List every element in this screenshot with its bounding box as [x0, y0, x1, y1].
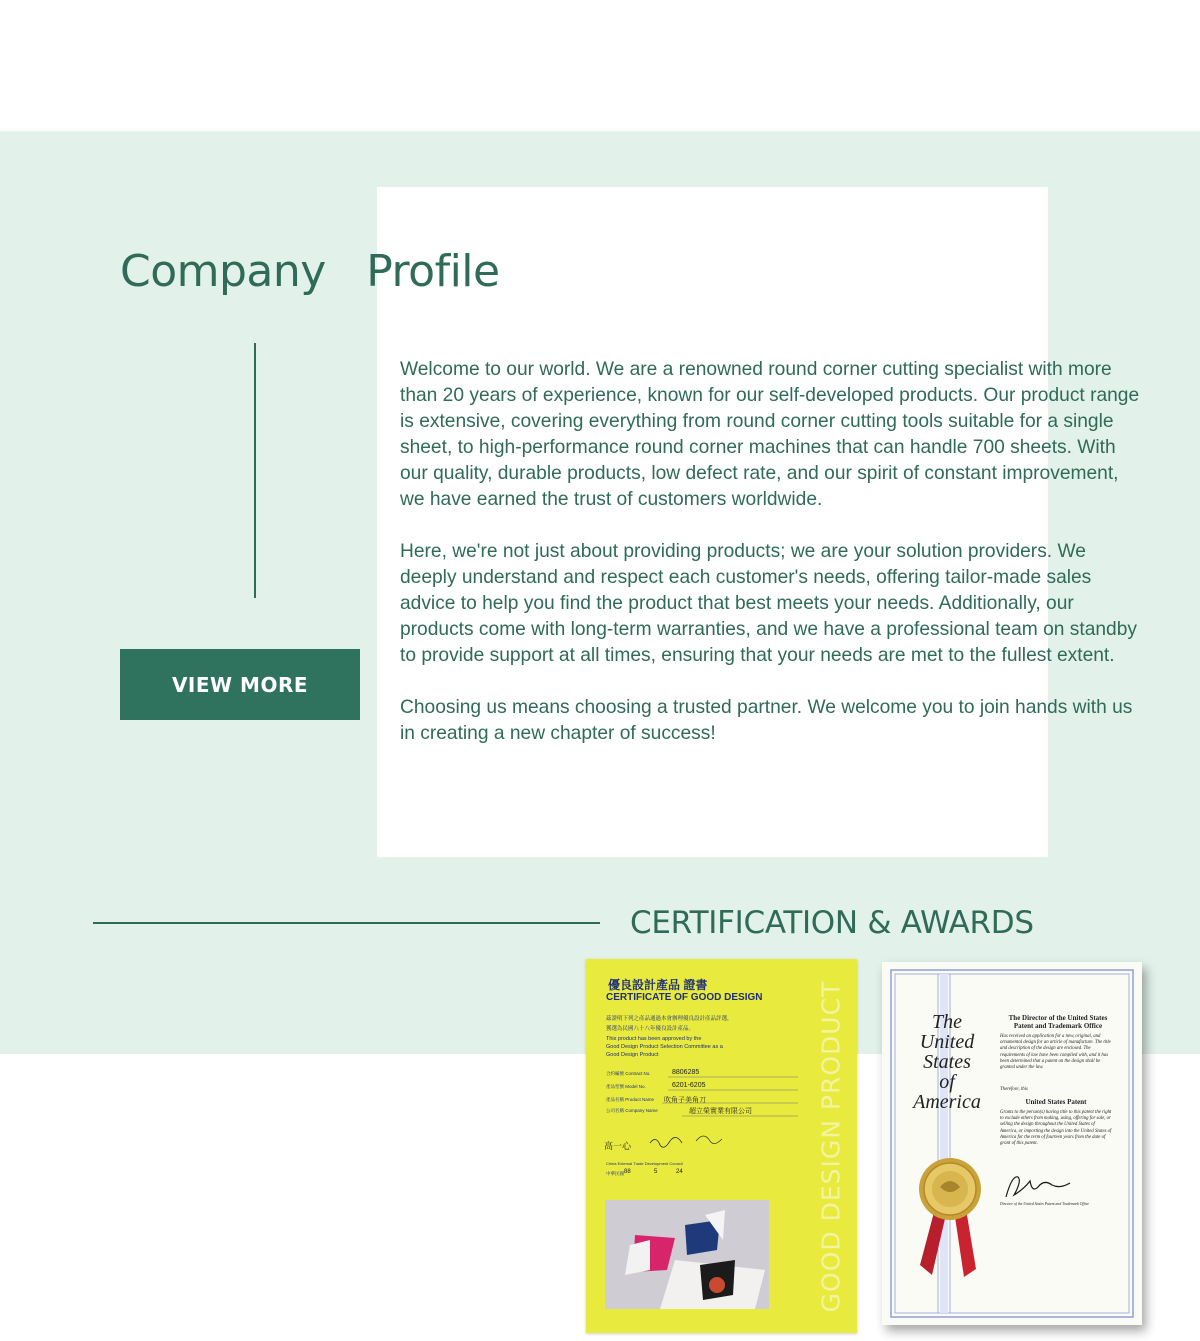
profile-paragraph: Welcome to our world. We are a renowned round corner cutting specialist with more than 20 years of experience, known for our self-developed products. Our product range is extensive, covering everything from round corner cutting tools suitable for a single sheet, to high-performance round corner machines that can handle 700 sheets. With our quality, durable products, low defect rate, and our spirit of constant improvement, we have earned the trust of customers worldwide. [400, 359, 1140, 510]
date-label: 中華民國 [606, 1171, 624, 1176]
date-day: 24 [676, 1169, 683, 1175]
vertical-divider [254, 343, 256, 598]
patent-header-2: Patent and Trademark Office [1013, 1022, 1103, 1030]
signature-icon [998, 1167, 1108, 1207]
certificate-intro: 獲選為民國八十八年優良設計產品。 [606, 1026, 695, 1032]
certificate-intro: This product has been approved by the [606, 1036, 702, 1042]
seal-line: of [939, 1071, 955, 1093]
patent-therefore: Therefore, this [1000, 1087, 1028, 1092]
certificate-intro: 茲證明下列之產品通過本會辦理優良設計產品評選， [606, 1016, 733, 1022]
date-month: 5 [654, 1169, 658, 1175]
contract-value: 8806285 [672, 1069, 700, 1076]
patent-body-2: Grants to the person(s) having title to this patent the right to exclude others from making, using, offering for sale, or selling the design throughout the United States of America, or importing the design into the United States of America for the term of fourteen years from the date of grant of this patent. [1000, 1110, 1112, 1147]
seal-lettering [912, 1012, 982, 1112]
product-value: 吹角子美角刀 [664, 1097, 706, 1104]
good-design-certificate[interactable] [586, 959, 857, 1333]
profile-paragraph: Here, we're not just about providing products; we are your solution providers. We deeply understand and respect each customer's needs, offering tailor-made sales advice to help you find the product that best meets your needs. Additionally, our products come with long-term warranties, and we have a professional team on standby to provide support at all times, ensuring that your needs are met to the fullest extent. [400, 541, 1137, 666]
us-patent-certificate[interactable] [882, 962, 1142, 1325]
profile-paragraph: Choosing us means choosing a trusted partner. We welcome you to join hands with us in creating a new chapter of success! [400, 697, 1133, 744]
date-year: 88 [624, 1169, 631, 1175]
certificate-heading-en: CERTIFICATE OF GOOD DESIGN [606, 992, 763, 1003]
patent-header-1: The Director of the United States [1008, 1014, 1108, 1022]
vertical-band-text: GOOD DESIGN PRODUCT [816, 980, 846, 1313]
certifications-heading: CERTIFICATION & AWARDS [630, 905, 1034, 941]
company-label: 公司名稱 Company Name [606, 1108, 658, 1113]
product-photo [605, 1200, 769, 1309]
product-label: 產品名稱 Product Name [606, 1097, 655, 1102]
profile-description [400, 357, 1140, 773]
model-label: 產品型號 Model No. [606, 1084, 646, 1089]
view-more-button[interactable]: VIEW MORE [120, 649, 360, 720]
seal-line: America [913, 1091, 981, 1113]
model-value: 6201-6205 [672, 1082, 706, 1089]
patent-title: United States Patent [1025, 1098, 1087, 1106]
certificate-heading-zh: 優良設計產品 證書 [608, 978, 708, 992]
gold-seal-icon [912, 1157, 992, 1282]
page-title: Company Profile [120, 246, 500, 297]
product-photo-illustration [605, 1200, 769, 1309]
council-name: China External Trade Development Council [606, 1161, 683, 1166]
signer-name: 高一心 [604, 1141, 632, 1151]
company-value: 超立榮實業有限公司 [689, 1108, 752, 1115]
patent-body-1: Has received an application for a new, original, and ornamental design for an article of manufacture. The title and description of the design are enclosed. The requirements of law have been complied with, and it has been determined that a patent on the design shall be granted under the law. [1000, 1034, 1111, 1071]
seal-line: United [919, 1031, 975, 1053]
section-divider [93, 922, 600, 924]
certificate-intro: Good Design Product [606, 1052, 659, 1058]
seal-line: States [923, 1051, 971, 1073]
certificate-intro: Good Design Product Selection Committee as a [606, 1044, 723, 1050]
contract-label: 合約編號 Contract No. [606, 1071, 651, 1076]
patent-footer: Director of the United States Patent and Trademark Office [1000, 1202, 1090, 1206]
seal-line: The [932, 1011, 962, 1033]
